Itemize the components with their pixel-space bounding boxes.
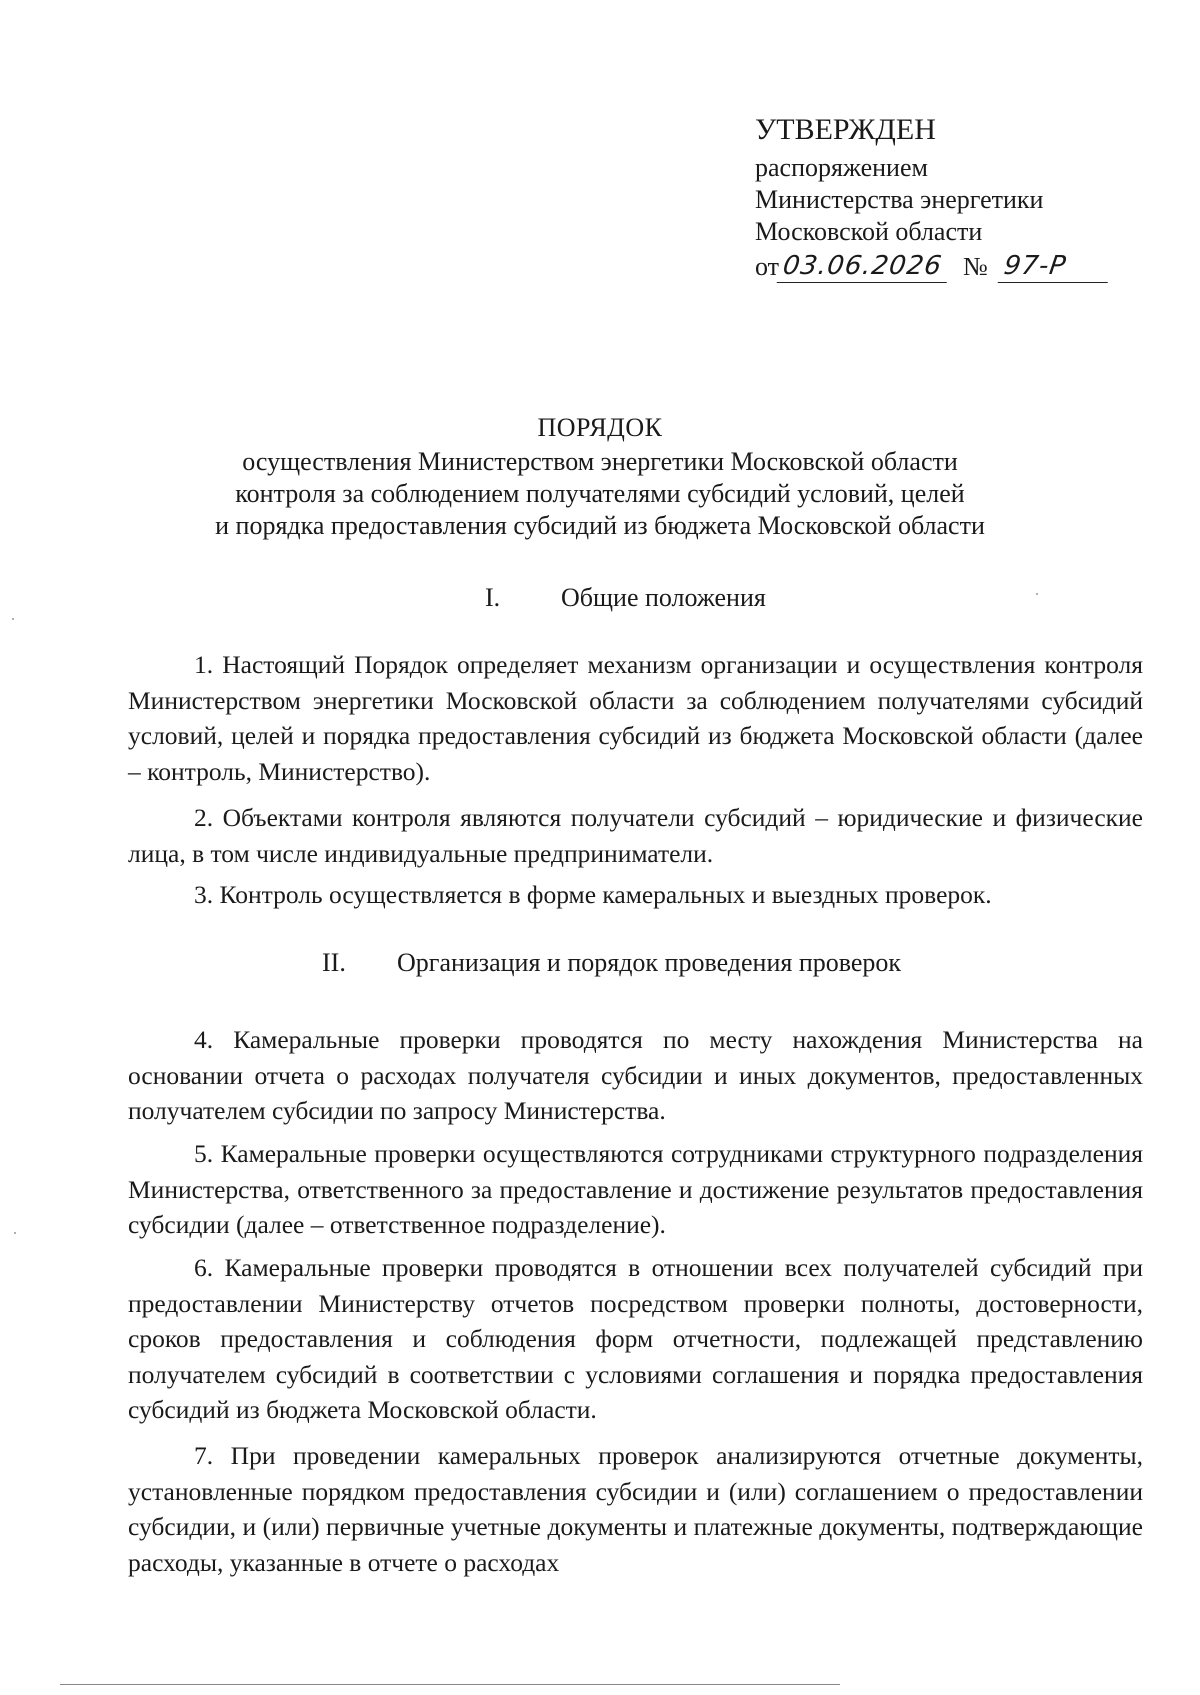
document-subtitle-line-2: контроля за соблюдением получателями субсидий условий, целей [235, 479, 965, 508]
scan-speck [12, 618, 14, 620]
section-number: II. [322, 948, 346, 977]
section-heading-1 [485, 582, 766, 614]
approval-from-label: от [755, 252, 780, 281]
document-title: ПОРЯДОК [537, 413, 663, 442]
paragraph-1: 1. Настоящий Порядок определяет механизм организации и осуществления контроля Министерством энергетики Московской области за соблюдением получателями субсидий условий, целей и порядка предоставления субсидий из бюджета Московской области (далее – контроль, Министерство). [128, 650, 1143, 786]
approval-line-order: распоряжением [755, 153, 928, 182]
approval-heading: УТВЕРЖДЕН [755, 113, 936, 146]
section-number: I. [485, 583, 501, 612]
number-sign: № [963, 252, 988, 281]
handwritten-date: 03.06.2026 [777, 250, 952, 283]
document-title-block [0, 412, 1200, 542]
section-title: Организация и порядок проведения проверок [397, 948, 902, 977]
scan-speck [14, 1232, 16, 1234]
approval-block [755, 112, 1110, 283]
approval-line-region: Московской области [755, 217, 983, 246]
section-title: Общие положения [561, 583, 766, 612]
paragraph-2: 2. Объектами контроля являются получатели субсидий – юридические и физические лица, в том числе индивидуальные предприниматели. [128, 803, 1143, 868]
document-subtitle-line-1: осуществления Министерством энергетики Московской области [242, 447, 958, 476]
paragraph-5: 5. Камеральные проверки осуществляются сотрудниками структурного подразделения Министерства, ответственного за предоставление и достижение результатов предоставления субсидии (далее – ответственное подразделение). [128, 1139, 1143, 1240]
scan-speck [1036, 593, 1038, 595]
scan-edge-line [60, 1684, 840, 1685]
paragraph-7: 7. При проведении камеральных проверок анализируются отчетные документы, установленные порядком предоставления субсидии и (или) соглашением о предоставлении субсидии, и (или) первичные учетные документы и платежные документы, подтверждающие расходы, указанные в отчете о расходах [128, 1441, 1143, 1577]
paragraph-3: 3. Контроль осуществляется в форме камеральных и выездных проверок. [194, 880, 992, 909]
approval-date-number-line [755, 250, 1110, 283]
approval-line-ministry: Министерства энергетики [755, 185, 1044, 214]
document-subtitle-line-3: и порядка предоставления субсидий из бюджета Московской области [215, 511, 985, 540]
paragraph-4: 4. Камеральные проверки проводятся по месту нахождения Министерства на основании отчета о расходах получателя субсидии и иных документов, предоставленных получателем субсидии по запросу Министерства. [128, 1025, 1143, 1126]
handwritten-number: 97-Р [998, 250, 1113, 283]
paragraph-6: 6. Камеральные проверки проводятся в отношении всех получателей субсидий при предоставлении Министерству отчетов посредством проверки полноты, достоверности, сроков предоставления и соблюдения форм отчетности, подлежащей представлению получателем субсидий в соответствии с условиями соглашения и порядка предоставления субсидий из бюджета Московской области. [128, 1253, 1143, 1425]
section-heading-2 [322, 947, 901, 979]
